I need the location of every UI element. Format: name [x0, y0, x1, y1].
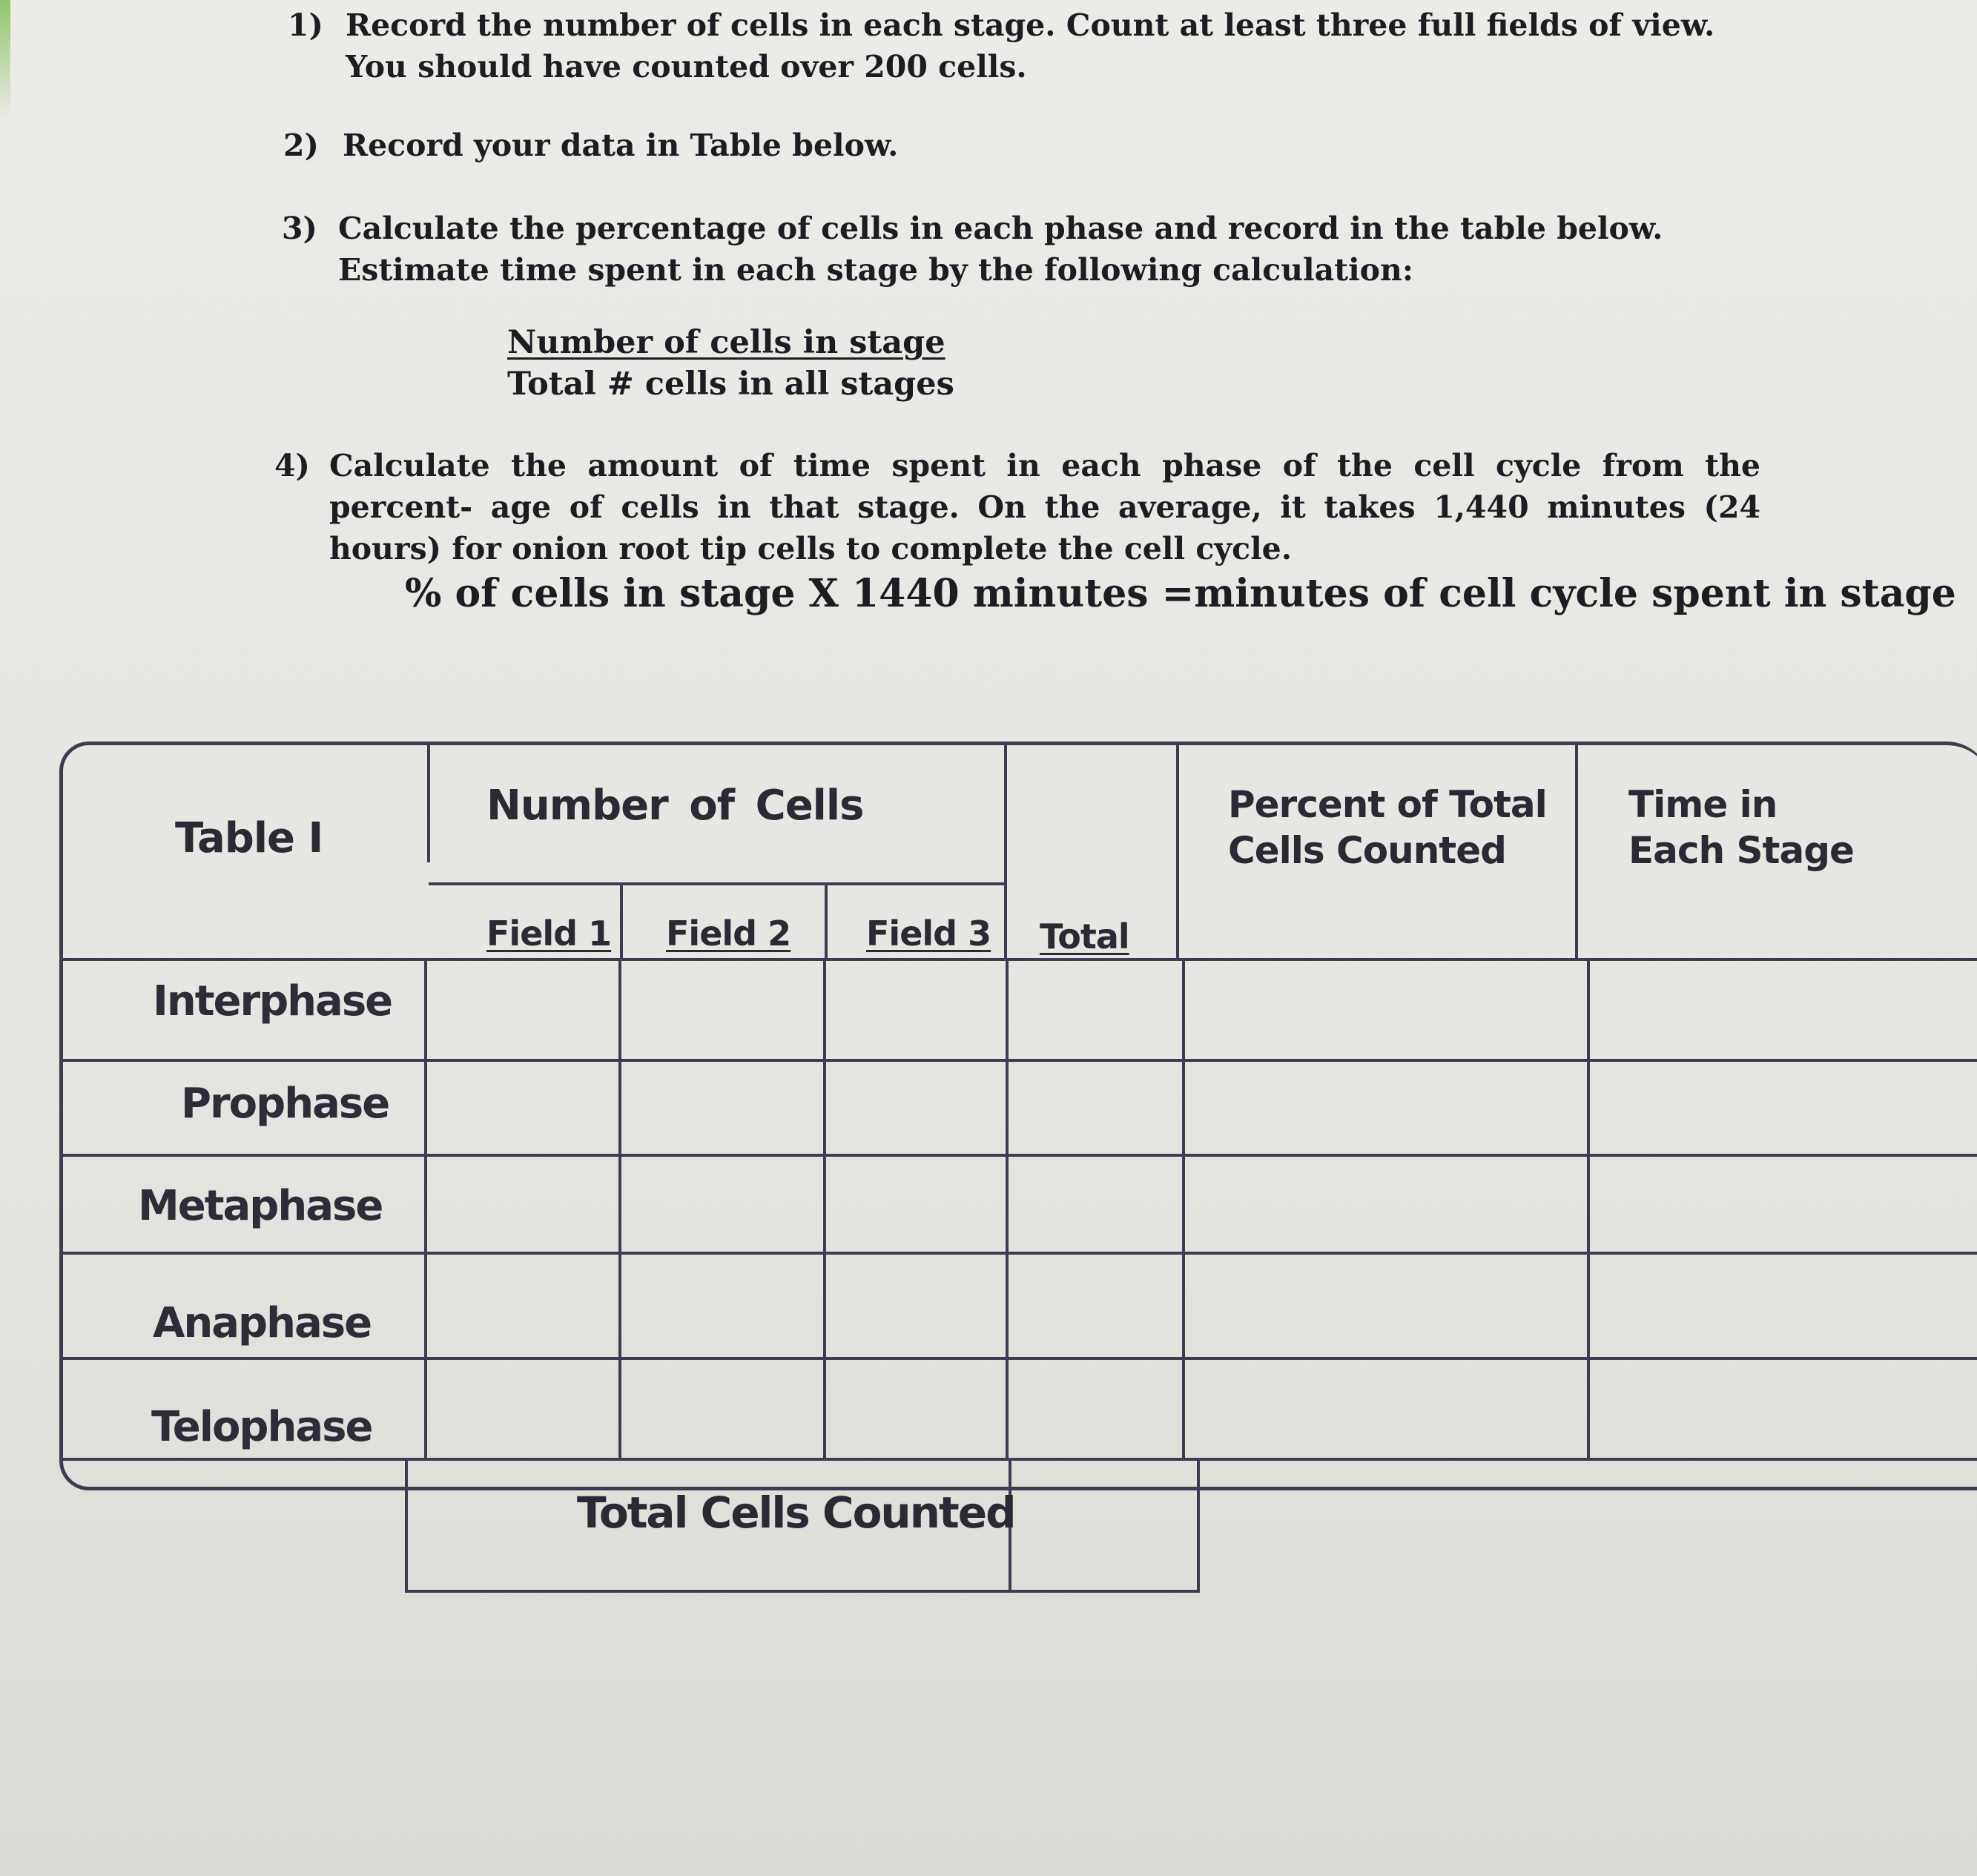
time-formula: % of cells in stage X 1440 minutes =minutes of cell cycle spent in stage [405, 571, 1956, 616]
table-divider [1176, 744, 1179, 862]
row-label-interphase: Interphase [153, 977, 392, 1025]
table-divider [62, 1154, 1977, 1157]
table-divider [1587, 960, 1590, 1458]
total-cells-counted-input[interactable] [1013, 1462, 1189, 1587]
instruction-3-text: Calculate the percentage of cells in each phase and record in the table below. Estimate time spent in each stage by the following calculation: [338, 211, 1663, 288]
field-1-header: Field 1 [486, 914, 612, 954]
table-divider [1004, 862, 1007, 958]
total-cells-counted-label: Total Cells Counted [577, 1487, 1015, 1538]
blank-cell-input[interactable] [1186, 962, 1584, 1056]
table-divider [1575, 744, 1578, 862]
table-divider [62, 1059, 1977, 1062]
instruction-1-text: Record the number of cells in each stage. Count at least three full fields of view. You should have counted over 200 cells. [346, 7, 1715, 85]
table-divider [618, 960, 621, 1458]
row-label-telophase: Telophase [151, 1403, 372, 1451]
table-divider [429, 882, 1004, 885]
time-header-line-1: Time in [1628, 783, 1778, 826]
blank-cell-input[interactable] [429, 962, 615, 1056]
table-divider [620, 884, 623, 958]
instruction-4-number: 4) [274, 448, 310, 483]
table-divider [825, 884, 828, 958]
instruction-3-number: 3) [282, 211, 317, 246]
table-divider [1575, 862, 1578, 958]
percent-header [1228, 782, 1547, 873]
blank-cell-input[interactable] [1010, 962, 1179, 1056]
table-divider [1182, 960, 1185, 1458]
instruction-4-text: Calculate the amount of time spent in each phase of the cell cycle from the percent- age of cells in that stage. On the average, it takes 1,440 minutes (24 hours) for onion root tip cells to complete the cell cycle. [329, 448, 1760, 567]
percent-header-line-2: Cells Counted [1228, 829, 1506, 872]
percent-header-line-1: Percent of Total [1228, 783, 1547, 826]
instruction-2-text: Record your data in Table below. [343, 128, 899, 163]
table-divider [62, 1357, 1977, 1360]
blank-cell-input[interactable] [828, 962, 1003, 1056]
table-divider [1006, 960, 1009, 1458]
instruction-1-number: 1) [288, 7, 323, 43]
table-divider [1176, 862, 1179, 958]
blank-cell-input[interactable] [1591, 962, 1974, 1056]
fraction-numerator: Number of cells in stage [507, 324, 945, 361]
number-of-cells-header: Number of Cells [486, 782, 864, 830]
table-divider [62, 958, 1977, 961]
instruction-2-number: 2) [283, 128, 319, 163]
field-3-header: Field 3 [866, 914, 991, 954]
row-label-metaphase: Metaphase [138, 1182, 383, 1230]
total-header: Total [1040, 916, 1129, 957]
row-label-prophase: Prophase [181, 1080, 389, 1128]
table-divider [427, 744, 430, 862]
percentage-fraction [507, 322, 954, 405]
table-title: Table I [175, 814, 323, 862]
table-divider [62, 1252, 1977, 1255]
field-2-header: Field 2 [666, 914, 791, 954]
blank-cell-input[interactable] [623, 962, 820, 1056]
table-divider [823, 960, 826, 1458]
table-divider [1004, 744, 1007, 862]
time-header-line-2: Each Stage [1628, 829, 1854, 872]
table-divider [424, 960, 427, 1458]
fraction-denominator: Total # cells in all stages [507, 366, 954, 403]
row-label-anaphase: Anaphase [153, 1299, 372, 1347]
time-header [1628, 782, 1854, 873]
